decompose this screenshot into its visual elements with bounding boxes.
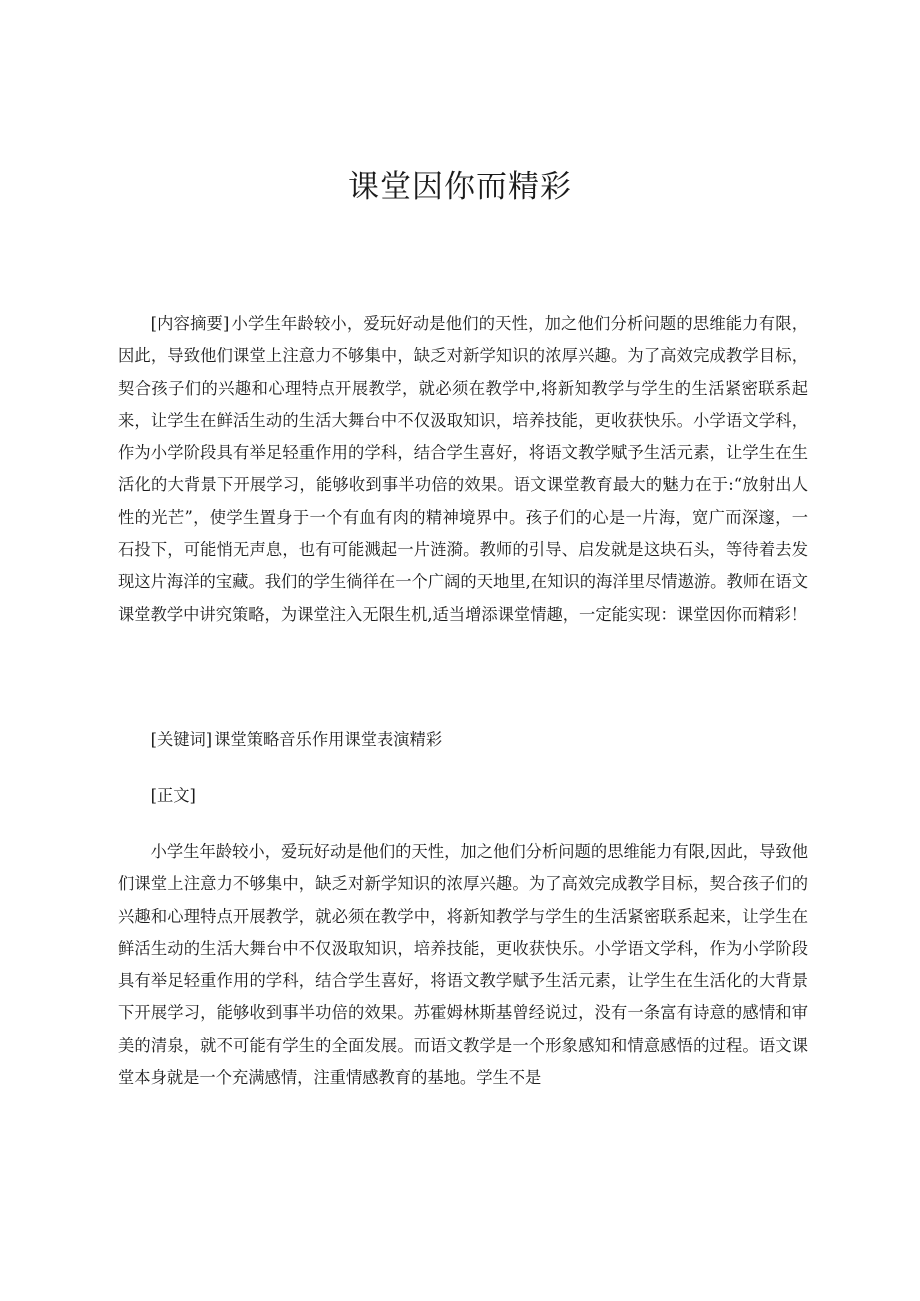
abstract-paragraph <box>118 308 808 631</box>
document-title: 课堂因你而精彩 <box>348 169 572 205</box>
keywords-label: [关键词] <box>150 730 213 749</box>
body-label: [正文] <box>150 786 196 805</box>
abstract-text: 小学生年龄较小，爱玩好动是他们的天性，加之他们分析问题的思维能力有限，因此，导致他们课堂上注意力不够集中，缺乏对新学知识的浓厚兴趣。为了高效完成教学目标，契合孩子们的兴趣和心理特点开展教学，就必须在教学中,将新知教学与学生的生活紧密联系起来，让学生在鲜活生动的生活大舞台中不仅汲取知识，培养技能，更收获快乐。小学语文学科，作为小学阶段具有举足轻重作用的学科，结合学生喜好，将语文教学赋予生活元素，让学生在生活化的大背景下开展学习，能够收到事半功倍的效果。语文课堂教育最大的魅力在于:“放射出人性的光芒”，使学生置身于一个有血有肉的精神境界中。孩子们的心是一片海，宽广而深邃，一石投下，可能悄无声息，也有可能溅起一片涟漪。教师的引导、启发就是这块石头，等待着去发现这片海洋的宝藏。我们的学生徜徉在一个广阔的天地里,在知识的海洋里尽情遨游。教师在语文课堂教学中讲究策略，为课堂注入无限生机,适当增添课堂情趣，一定能实现：课堂因你而精彩！ <box>118 314 808 624</box>
keywords-text: 课堂策略音乐作用课堂表演精彩 <box>214 730 443 749</box>
keywords-paragraph <box>118 724 808 756</box>
body-heading <box>118 780 808 812</box>
abstract-label: [内容摘要] <box>150 314 230 333</box>
body-paragraph: 小学生年龄较小，爱玩好动是他们的天性，加之他们分析问题的思维能力有限,因此，导致他们课堂上注意力不够集中，缺乏对新学知识的浓厚兴趣。为了高效完成教学目标，契合孩子们的兴趣和心理特点开展教学，就必须在教学中，将新知教学与学生的生活紧密联系起来，让学生在鲜活生动的生活大舞台中不仅汲取知识，培养技能，更收获快乐。小学语文学科，作为小学阶段具有举足轻重作用的学科，结合学生喜好，将语文教学赋予生活元素，让学生在生活化的大背景下开展学习，能够收到事半功倍的效果。苏霍姆林斯基曾经说过，没有一条富有诗意的感情和审美的清泉，就不可能有学生的全面发展。而语文教学是一个形象感知和情意感悟的过程。语文课堂本身就是一个充满感情，注重情感教育的基地。学生不是 <box>118 842 808 1088</box>
